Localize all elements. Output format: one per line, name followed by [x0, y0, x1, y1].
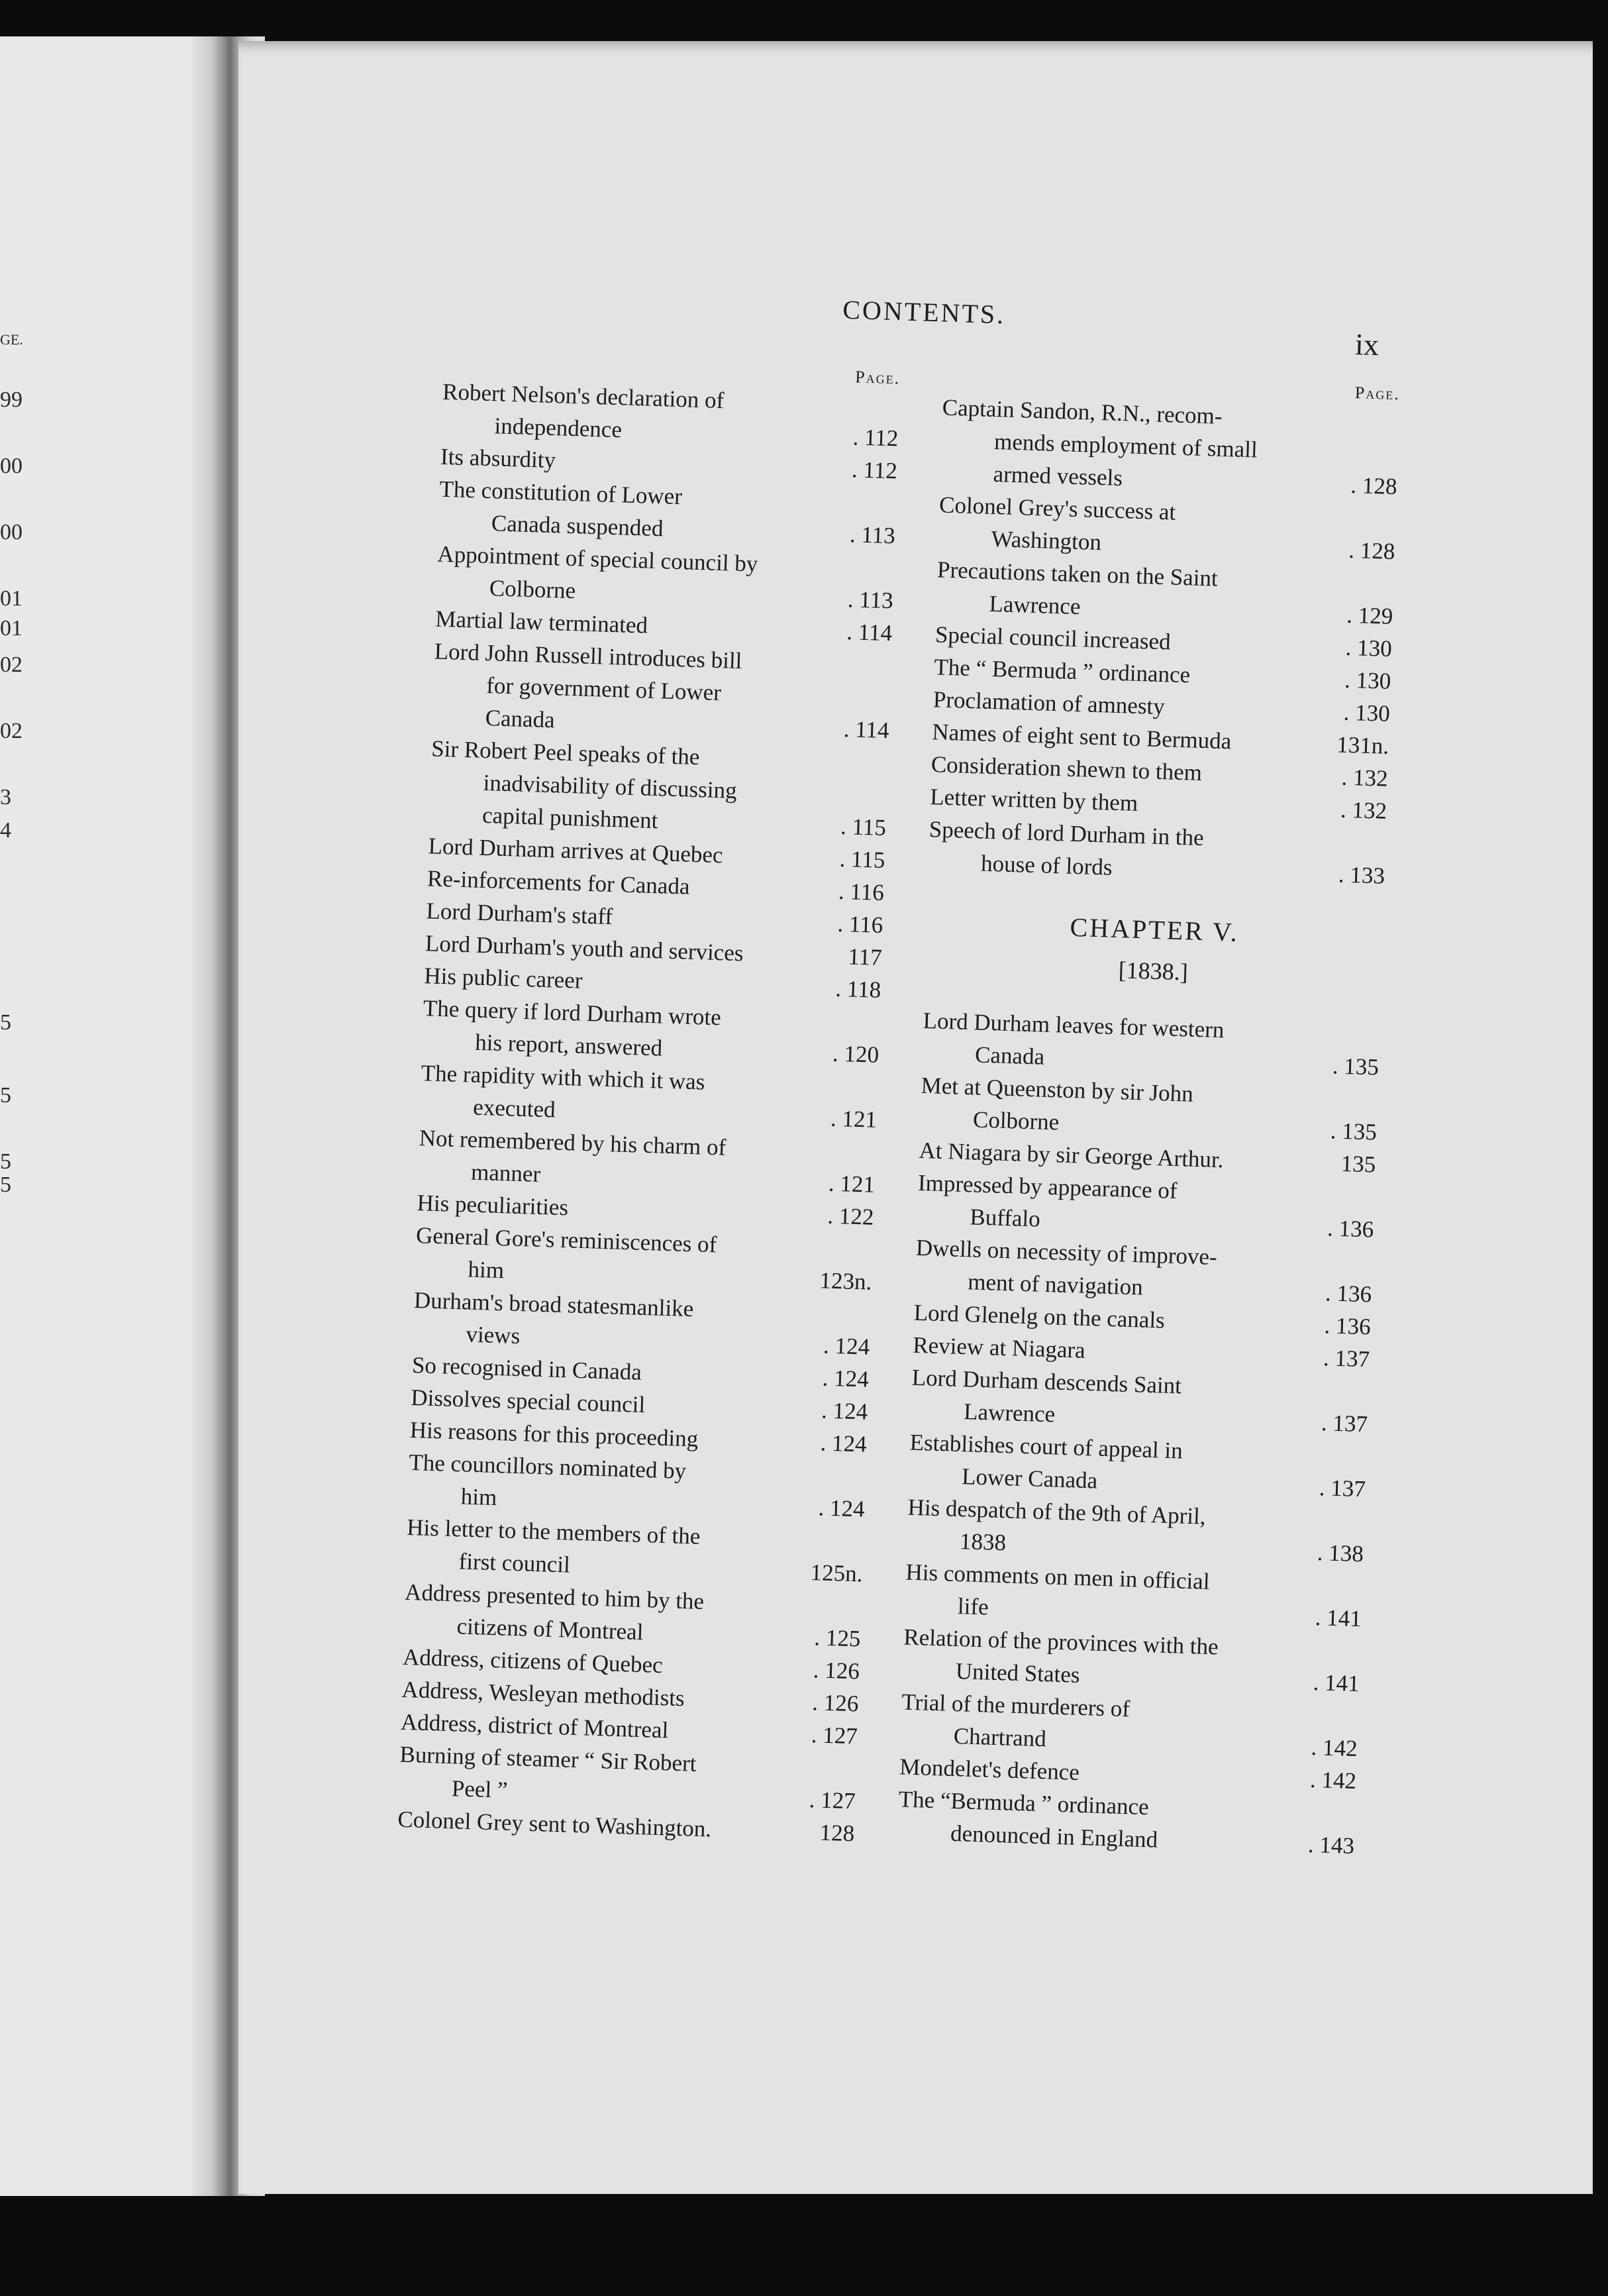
entry-text: Lord John Russell introduces bill: [434, 638, 743, 674]
entry-text: Colonel Grey's success at: [938, 492, 1176, 525]
entry-text: Special council increased: [934, 621, 1172, 655]
entry-page-number: . 112: [851, 456, 898, 484]
entry-text: Names of eight sent to Bermuda: [931, 719, 1232, 755]
entry-page-number: . 130: [1344, 666, 1391, 694]
entry-text: mends employment of small: [993, 428, 1258, 463]
entry-page-number: . 121: [830, 1105, 878, 1133]
entry-text: Durham's broad statesmanlike: [413, 1287, 694, 1322]
entry-text: capital punishment: [481, 802, 659, 834]
entry-text: Colborne: [972, 1106, 1060, 1135]
entry-page-number: . 143: [1307, 1831, 1355, 1859]
contents-entry: [432, 635, 891, 747]
entry-page-number: . 124: [821, 1397, 868, 1425]
entry-page-number: . 113: [847, 586, 894, 614]
entry-text: Lord Durham descends Saint: [911, 1364, 1182, 1399]
contents-entry: [940, 391, 1399, 503]
entry-page-number: . 129: [1346, 601, 1393, 629]
entry-page-number: . 132: [1340, 796, 1387, 824]
entry-text: Address, citizens of Quebec: [402, 1644, 664, 1679]
margin-page-number: 02: [0, 719, 23, 743]
entry-page-number: . 126: [811, 1689, 859, 1717]
entry-text: first council: [458, 1548, 571, 1578]
margin-page-number: 5: [0, 1083, 11, 1108]
entry-page-number: . 114: [843, 715, 890, 744]
entry-text: The query if lord Durham wrote: [423, 995, 722, 1031]
entry-page-number: 125n.: [810, 1559, 864, 1587]
margin-page-number: 00: [0, 520, 23, 545]
entry-text: Washington: [991, 525, 1102, 556]
entry-page-number: . 137: [1321, 1410, 1368, 1437]
entry-page-number: . 127: [811, 1722, 858, 1749]
entry-text: Letter written by them: [929, 784, 1138, 816]
entry-page-number: . 133: [1338, 861, 1385, 889]
entry-text: General Gore's reminiscences of: [415, 1222, 717, 1258]
entry-text: ment of navigation: [967, 1269, 1144, 1300]
entry-text: Lawrence: [963, 1398, 1056, 1428]
entry-text: life: [957, 1593, 989, 1620]
margin-page-number: 5: [0, 1010, 11, 1035]
entry-text: independence: [494, 413, 623, 443]
entry-text: Robert Nelson's declaration of: [442, 378, 725, 414]
entry-page-number: . 115: [839, 845, 885, 874]
entry-text: Martial law terminated: [434, 605, 648, 639]
entry-text: Not remembered by his charm of: [419, 1125, 727, 1161]
entry-page-number: . 135: [1332, 1053, 1380, 1080]
entry-text: Canada suspended: [491, 510, 664, 542]
chapter-date: [1838.]: [1118, 957, 1189, 986]
entry-text: armed vessels: [993, 460, 1123, 492]
entry-text: inadvisability of discussing: [483, 769, 738, 804]
entry-page-number: . 128: [1350, 472, 1398, 500]
margin-page-number: 01: [0, 616, 23, 641]
entry-text: United States: [955, 1658, 1081, 1688]
entry-text: Lord Durham's youth and services: [425, 930, 744, 966]
entry-text: His reasons for this proceeding: [409, 1416, 699, 1452]
entry-page-number: . 137: [1319, 1475, 1366, 1502]
entry-page-number: . 142: [1310, 1734, 1358, 1762]
entry-text: Met at Queenston by sir John: [921, 1072, 1194, 1107]
entry-text: Buffalo: [969, 1204, 1041, 1232]
margin-page-number: 00: [0, 454, 23, 478]
margin-page-number: 02: [0, 652, 23, 677]
entry-text: house of lords: [980, 850, 1113, 880]
entry-text: Its absurdity: [440, 443, 556, 474]
entry-page-number: . 136: [1327, 1215, 1374, 1243]
entry-list: [928, 391, 1400, 892]
contents-entry: [928, 813, 1387, 892]
entry-text: Precautions taken on the Saint: [936, 556, 1219, 592]
margin-page-number: 4: [0, 818, 11, 843]
contents-column-left: [397, 354, 901, 1850]
entry-text: denounced in England: [950, 1820, 1158, 1853]
entry-text: Peel ”: [451, 1775, 509, 1803]
entry-text: Review at Niagara: [912, 1331, 1086, 1363]
entry-text: His peculiarities: [417, 1190, 569, 1221]
entry-text: executed: [472, 1094, 556, 1123]
entry-text: At Niagara by sir George Arthur.: [919, 1137, 1225, 1173]
entry-text: Lord Glenelg on the canals: [913, 1299, 1166, 1333]
entry-text: him: [468, 1256, 505, 1284]
entry-text: Captain Sandon, R.N., recom-: [942, 394, 1223, 429]
entry-text: manner: [470, 1159, 541, 1187]
entry-text: His letter to the members of the: [406, 1514, 701, 1549]
entry-text: Address presented to him by the: [404, 1579, 705, 1615]
entry-page-number: . 124: [823, 1332, 870, 1360]
entry-page-number: . 135: [1330, 1118, 1378, 1145]
entry-text: Impressed by appearance of: [917, 1169, 1178, 1204]
entry-text: Dwells on necessity of improve-: [915, 1234, 1218, 1271]
entry-page-number: . 124: [822, 1365, 870, 1392]
entry-page-number: . 142: [1309, 1766, 1357, 1795]
entry-page-number: . 122: [827, 1202, 875, 1230]
entry-text: Burning of steamer “ Sir Robert: [399, 1741, 697, 1777]
entry-page-number: . 126: [813, 1657, 860, 1685]
entry-page-number: . 121: [828, 1170, 876, 1198]
margin-page-number: 99: [0, 388, 23, 412]
entry-page-number: 131n.: [1336, 731, 1389, 759]
entry-page-number: . 116: [838, 878, 885, 906]
entry-text: His comments on men in official: [905, 1559, 1211, 1594]
entry-text: The rapidity with which it was: [421, 1060, 705, 1095]
entry-page-number: 123n.: [819, 1267, 872, 1295]
entry-text: Lord Durham arrives at Quebec: [428, 833, 724, 868]
entry-text: Colborne: [489, 575, 576, 604]
entry-text: Appointment of special council by: [436, 541, 758, 577]
entry-page-number: 117: [847, 943, 883, 970]
entry-text: His despatch of the 9th of April,: [907, 1494, 1207, 1530]
entry-text: Address, district of Montreal: [400, 1708, 669, 1744]
entry-text: Canada: [485, 704, 556, 733]
entry-text: Lower Canada: [961, 1463, 1098, 1494]
margin-page-number: 5: [0, 1173, 11, 1197]
entry-text: Relation of the provinces with the: [903, 1624, 1219, 1660]
entry-text: Colonel Grey sent to Washington.: [397, 1806, 712, 1842]
entry-text: him: [460, 1483, 497, 1511]
entry-text: His public career: [423, 963, 583, 994]
margin-page-number: 01: [0, 586, 23, 611]
entry-page-number: . 136: [1324, 1312, 1372, 1340]
entry-text: The constitution of Lower: [439, 476, 683, 510]
entry-text: The “Bermuda ” ordinance: [898, 1786, 1150, 1820]
page-label: Page.: [854, 367, 901, 388]
entry-text: for government of Lower: [485, 672, 722, 706]
entry-text: Speech of lord Durham in the: [929, 816, 1205, 851]
entry-page-number: . 128: [1348, 537, 1395, 564]
entry-page-number: . 137: [1323, 1345, 1370, 1373]
entry-page-number: . 113: [849, 521, 896, 549]
entry-text: Dissolves special council: [410, 1384, 646, 1418]
contents-column-right: [897, 370, 1401, 1862]
chapter-title: CHAPTER V.: [1069, 912, 1240, 947]
entry-text: views: [465, 1321, 521, 1349]
contents-entry: [897, 1783, 1356, 1862]
entry-text: Sir Robert Peel speaks of the: [430, 735, 701, 770]
contents-entry: [428, 732, 888, 844]
entry-page-number: . 141: [1313, 1669, 1360, 1697]
entry-text: Re-inforcements for Canada: [427, 865, 691, 900]
entry-text: Consideration shewn to them: [930, 751, 1203, 786]
entry-text: The councillors nominated by: [408, 1449, 687, 1485]
entry-page-number: . 115: [840, 813, 887, 841]
entry-text: 1838: [959, 1528, 1007, 1556]
entry-page-number: . 138: [1317, 1539, 1364, 1567]
entry-page-number: . 132: [1341, 764, 1389, 792]
entry-page-number: . 118: [834, 975, 881, 1003]
margin-page-number: 5: [0, 1149, 11, 1174]
entry-page-number: . 127: [809, 1787, 856, 1814]
entry-page-number: . 125: [813, 1624, 862, 1652]
entry-text: Mondelet's defence: [899, 1753, 1080, 1785]
entry-text: So recognised in Canada: [411, 1351, 642, 1385]
margin-page-number: GE.: [0, 331, 23, 348]
entry-page-number: 128: [819, 1819, 855, 1847]
page-label: Page.: [1354, 382, 1401, 404]
entry-page-number: . 141: [1315, 1604, 1362, 1632]
entry-text: Lord Durham's staff: [425, 898, 613, 930]
entry-text: Canada: [974, 1041, 1045, 1070]
entry-page-number: . 124: [820, 1430, 868, 1457]
entry-text: The “ Bermuda ” ordinance: [933, 654, 1191, 688]
entry-page-number: . 114: [846, 619, 893, 647]
entry-text: Proclamation of amnesty: [932, 686, 1166, 720]
entry-text: citizens of Montreal: [456, 1613, 644, 1645]
entry-text: Lawrence: [988, 590, 1081, 620]
entry-page-number: 135: [1340, 1150, 1376, 1178]
entry-text: his report, answered: [474, 1029, 663, 1061]
page-number: ix: [1354, 327, 1380, 362]
entry-text: Establishes court of appeal in: [909, 1429, 1183, 1464]
entry-text: Trial of the murderers of: [901, 1689, 1131, 1722]
margin-page-number: 3: [0, 785, 11, 809]
chapter-entry-list: [897, 1004, 1381, 1862]
entry-text: Lord Durham leaves for western: [923, 1007, 1225, 1043]
entry-page-number: . 124: [817, 1494, 866, 1522]
entry-text: Chartrand: [953, 1722, 1047, 1752]
entry-page-number: . 130: [1343, 699, 1391, 727]
entry-page-number: . 116: [836, 910, 883, 938]
entry-page-number: . 136: [1325, 1280, 1372, 1308]
entry-page-number: . 130: [1345, 634, 1393, 662]
entry-text: Address, Wesleyan methodists: [401, 1676, 685, 1712]
entry-page-number: . 112: [852, 424, 899, 452]
running-head: CONTENTS.: [842, 294, 1006, 330]
entry-list: [397, 376, 900, 1850]
entry-page-number: . 120: [832, 1040, 879, 1068]
